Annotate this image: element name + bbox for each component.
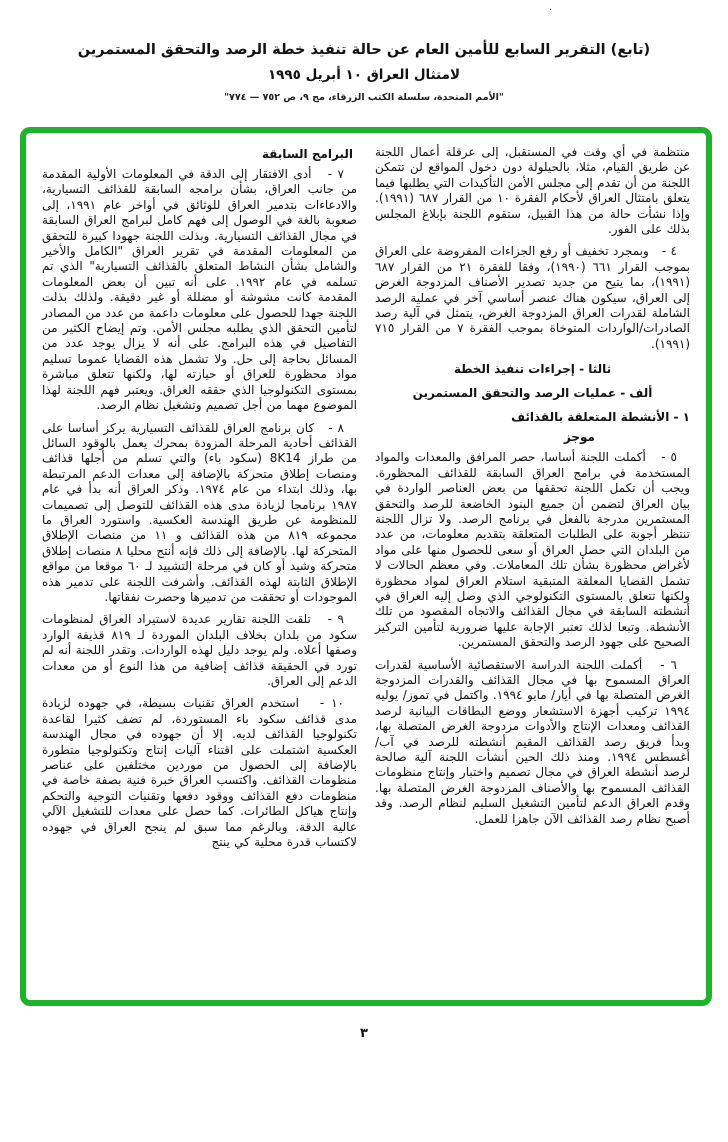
column-right [375, 145, 690, 994]
paragraph-4: ٤ - وبمجرد تخفيف أو رفع الجزاءات المفروضة على العراق بموجب القرار ٦٦١ (١٩٩٠)، وفقا للفقرة ٢١ من القرار ٦٨٧ (١٩٩١)، بما يتيح من جديد تصدير الأصناف المزدوجة الغرض إلى العراق، سيكون هناك عنصر أساسي آخر في عملية الرصد الشاملة لقدرات العراق المزدوجة الغرض، يتمثل في آلية رصد الصادرات/الواردات المتوخاة بموجب الفقرة ٧ من القرار ٧١٥ (١٩٩١). [375, 244, 691, 351]
highlight-box [20, 127, 712, 1006]
page-number: ٣ [360, 1026, 368, 1041]
paragraph-10: ١٠ - استخدم العراق تقنيات بسيطة، في جهوده لزيادة مدى قذائف سكود باء المستوردة، لم تضف كثيرا لقاعدة تكنولوجيا القذائف لديه. إلا أن جهوده في مجال الهندسة العكسية اشتملت على اقتناء آليات إنتاج وتكنولوجيا متطورة بالإضافة إلى الحصول من موردين مختلفين على عناصر منظومات القذائف. واكتسب العراق خبرة فنية بصفة خاصة في منظومات دفع القذائف ووقود دفعها وتقنيات التوجيه والتحكم وإنتاج هياكل الطائرات. كما حصل على معدات للتشغيل الآلي عالية الدقة. وبالرغم مما سبق لم ينجح العراق في جهوده لاكتساب قدرة محلية كي ينتج [42, 696, 357, 850]
paragraph-6: ٦ - أكملت اللجنة الدراسة الاستقصائية الأساسية لقدرات العراق المسموح بها في مجال القذائف والقدرات المزدوجة الغرض المتصلة بها في أيار/ مايو ١٩٩٤. واكتمل في تموز/ يوليه ١٩٩٤ تركيب أجهزة الاستشعار ووضع البطاقات البيانية لرصد القذائف ومعدات الإنتاج والأدوات مزدوجة الغرض المتصلة بها، وبدأ فريق رصد القذائف المقيم أنشطته للرصد في آب/ أغسطس ١٩٩٤. ومنذ ذلك الحين أنشأت اللجنة آلية صالحة لرصد أنشطة العراق في مجال تصميم واختبار وإنتاج منظومات القذائف المسموح بها والأصناف المزدوجة الغرض المتصلة بها. وقدم العراق الدعم لتأمين التشغيل السليم لنظام الرصد. وقد أصبح نظام رصد القذائف الآن جاهزا للعمل. [375, 657, 690, 826]
paragraph-9: ٩ - تلقت اللجنة تقارير عديدة لاستيراد العراق لمنظومات سكود من بلدان بخلاف البلدان الموردة لـ ٨١٩ قذيفة الوارد وصفها أعلاه. ولم يوجد دليل لهذه الواردات. وتقدر اللجنة أنه لم تورد في الحقيقة قذائف إضافية من هذا النوع أو من معدات الدعم إلى العراق. [42, 612, 358, 688]
document-header [0, 0, 728, 103]
paragraph-5: ٥ - أكملت اللجنة أساسا، حصر المرافق والمعدات والمواد المستخدمة في برامج العراق السابقة للقذائف المحظورة. ويجب أن تكمل اللجنة تحققها من بعض العناصر الواردة في بيان العراق لتضمن أن جميع البنود الخاضعة للرصد والتحقق المستمرين مدرجة بالفعل في برنامج الرصد. ولا تزال اللجنة تنتظر أجوبة على الطلبات المتعلقة بتقديم معلومات، من عدد من البلدان التي حصل العراق أو سعى للحصول منها على مواد لأغراض محظورة بشأن تلك المعاملات. وفي معظم الحالات لا تشمل القضايا المعلقة المتبقية استلام العراق لمواد محظورة ولكنها تتعلق بالمستوى التكنولوجي الذي وصل إليه العراق في أنشطته السابقة في مجال القذائف والاتجاه المقصود من تلك الأنشطة. وتبعا لذلك تعتبر الإجابة عليها ضرورية لتأمين التركيز الصحيح على جهود الرصد والتحقق المستمرين. [375, 450, 690, 650]
report-subtitle: لامتثال العراق ١٠ أبريل ١٩٩٥ [267, 67, 461, 83]
report-title: (تابع) التقرير السابع للأمين العام عن حالة تنفيذ خطة الرصد والتحقق المستمرين [77, 42, 651, 58]
paragraph-8: ٨ - كان برنامج العراق للقذائف التسيارية يركز أساسا على القذائف أحادية المرحلة المزودة بمحرك يعمل بالوقود السائل من طراز 8K14 (سكود باء) والتي تسلم من أجلها قذائف ومنصات إطلاق متحركة بالإضافة إلى معدات الدعم المرتبطة بها، وذلك ابتداء من عام ١٩٧٤. وذكر العراق أنه بدأ في عام ١٩٨٧ برنامجا لزيادة مدى هذه القذائف للتوصل إلى تصميمات للمنظومة عن طريق الهندسة العكسية. واستورد العراق ما مجموعه ٨١٩ من هذه القذائف و ١١ من منصات الإطلاق المتحركة لها. بالإضافة إلى ذلك فإنه أنتج محليا ٨ منصات إطلاق متحركة وشيد أو كان في مرحلة التشييد لـ ٦٠ موقعا من مواقع الإطلاق الثابتة لهذه القذائف. وأشرفت اللجنة على تدمير هذه الموجودات أو تحققت من تدميرها وحصرت نفقاتها. [42, 420, 357, 604]
column-left [42, 145, 357, 994]
summary-heading: موجز [563, 430, 595, 445]
section-heading-three: ثالثا - إجراءات تنفيذ الخطة [453, 362, 612, 377]
subsection-heading-alef: ألف - عمليات الرصد والتحقق المستمرين [412, 386, 653, 401]
page-footer [0, 1026, 728, 1041]
previous-programs-heading: البرامج السابقة [261, 147, 353, 161]
source-citation: "الأمم المتحدة، سلسلة الكتب الزرقاء، مج ٩، ص ٧٥٢ — ٧٧٤" [224, 92, 504, 103]
paragraph-7: ٧ - أدى الافتقار إلى الدقة في المعلومات الأولية المقدمة من جانب العراق، بشأن برامجه السابقة للقذائف التسيارية، والادعاءات بتدمير العراق للوثائق في أواخر عام ١٩٩١، إلى صعوبة بالغة في الوصول إلى فهم كامل لبرامج العراق السابقة في مجال القذائف التسيارية. وبذلت اللجنة جهودا كبيرة للتحقق من المعلومات المقدمة في تقرير العراق "الكامل والأخير والشامل بشأن النشاط المتعلق بالقذائف التسيارية" الذي تم تسلمه في عام ١٩٩٢. على أنه تبين أن بعض المعلومات المقدمة كانت مشوشة أو مضللة أو غير دقيقة. ولذلك بذلت اللجنة جهدا للحصول على معلومات داعمة من عدد من المصادر لتأمين التحقق الذي يطلبه مجلس الأمن. وتم إيضاح الكثير من التفاصيل في هذه البرامج. على أنه لا يزال يوجد عدد من المسائل بحاجة إلى حل. ولا تشمل هذه القضايا عموما تسليم مواد محظورة للعراق أو حيازته لها، ولكنها تتعلق مباشرة بمستوى التكنولوجيا الذي حققه العراق. ويعتبر فهم اللجنة لهذا الموضوع مهما من أجل تصميم وتشغيل نظام الرصد. [42, 167, 358, 413]
scan-artifact-dot: . [549, 2, 553, 13]
paragraph-continuation: منتظمة في أي وقت في المستقبل، إلى عرقلة أعمال اللجنة عن طريق القيام، مثلا، بالحيلولة دون دخول المواقع لن تتمكن اللجنة من أن تقدم إلى مجلس الأمن التأكيدات التي يطلبها فيما يتعلق بامتثال العراق لأحكام الفقرة ١٠ من القرار ٦٨٧ (١٩٩١). وإذا نشأت حالة من هذا القبيل، ستقوم اللجنة بإبلاغ المجلس بذلك على الفور. [375, 145, 690, 237]
subsection-heading-missiles: ١ - الأنشطة المتعلقة بالقذائف [511, 410, 690, 425]
